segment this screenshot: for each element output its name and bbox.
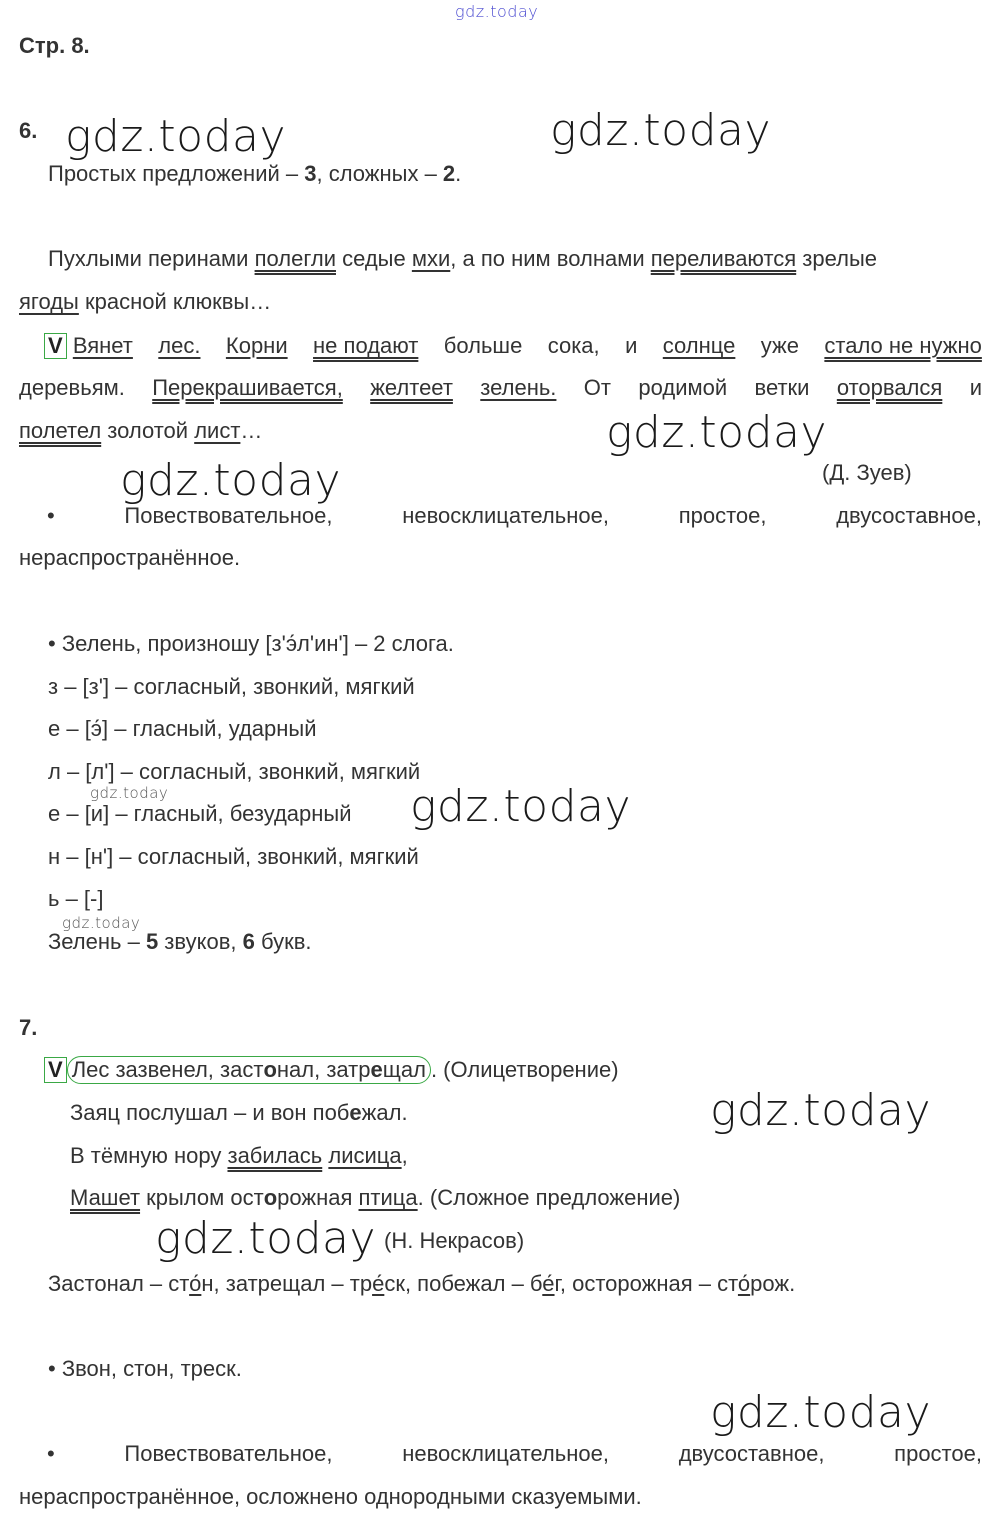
watermark: gdz.today [550, 105, 772, 156]
text: , [401, 1143, 408, 1168]
predicate: Машет [70, 1185, 141, 1210]
text: родимой [638, 375, 728, 400]
text: ветки [754, 375, 810, 400]
task-number: 7. [19, 1015, 38, 1040]
text: больше [443, 333, 523, 358]
sentence-counts [48, 159, 461, 189]
text: деревьям. [19, 375, 125, 400]
predicate: стало не нужно [824, 333, 982, 358]
subject: лист [194, 418, 241, 443]
text: Заяц послушал – и вон поб [70, 1100, 350, 1125]
counts-text: , сложных – [316, 161, 443, 186]
phonetic-row: л – [л'] – согласный, звонкий, мягкий [48, 759, 421, 784]
text: простое, [894, 1441, 982, 1466]
poem-line [70, 1183, 680, 1213]
counts-text: . [455, 161, 462, 186]
watermark: gdz.today [62, 914, 141, 932]
watermark: gdz.today [120, 455, 342, 506]
predicate: желтеет [370, 375, 453, 400]
author: (Д. Зуев) [822, 460, 912, 485]
paragraph-line [48, 244, 877, 274]
bullet: • [47, 503, 55, 528]
watermark: gdz.today [410, 781, 632, 832]
subject: Вянет [72, 333, 133, 358]
text: простое, [678, 503, 767, 528]
text: Повествовательное, [124, 1441, 333, 1466]
text: и [969, 375, 982, 400]
check-mark: V [44, 1057, 67, 1083]
characteristic-line [19, 1439, 982, 1469]
phonetic-row: ь – [-] [48, 886, 104, 911]
predicate: полетел [19, 418, 102, 443]
paragraph-line [19, 373, 982, 403]
text: невосклицательное, [402, 1441, 609, 1466]
text: нал, затр [276, 1057, 371, 1082]
watermark: gdz.today [65, 111, 287, 162]
stress-letter: о [263, 1057, 277, 1082]
text: зрелые [796, 246, 878, 271]
predicate: Перекрашивается, [152, 375, 343, 400]
phonetic-row: з – [з'] – согласный, звонкий, мягкий [48, 674, 415, 699]
watermark: gdz.today [710, 1085, 932, 1136]
characteristic-line: нераспространённое. [19, 545, 241, 570]
poem-line [44, 1055, 619, 1085]
paragraph-line [19, 287, 271, 317]
predicate: полегли [254, 246, 336, 271]
root-vowel: о́ [737, 1271, 751, 1296]
author: (Н. Некрасов) [384, 1228, 525, 1253]
text: Пухлыми перинами [48, 246, 255, 271]
text: невосклицательное, [402, 503, 609, 528]
characteristic-line [19, 501, 982, 531]
counts-text: Простых предложений – [48, 161, 305, 186]
phonetic-row: е – [э́] – гласный, ударный [48, 716, 317, 741]
watermark: gdz.today [90, 784, 169, 802]
subject: лисица [328, 1143, 402, 1168]
sounds-line: • Звон, стон, треск. [48, 1356, 242, 1381]
text: жал. [361, 1100, 408, 1125]
text: красной клюквы… [78, 289, 272, 314]
text: От [583, 375, 611, 400]
text: рож. [750, 1271, 796, 1296]
root-vowel: о́ [189, 1271, 202, 1296]
text: двусоставное, [836, 503, 982, 528]
watermark: gdz.today [710, 1387, 932, 1438]
text: уже [760, 333, 799, 358]
text: , а по ним волнами [450, 246, 651, 271]
text: щал [382, 1057, 426, 1082]
text: золотой [101, 418, 195, 443]
task-number: 6. [19, 118, 38, 143]
phonetic-summary [48, 927, 312, 957]
subject: ягоды [19, 289, 79, 314]
subject: зелень. [480, 375, 557, 400]
text: Повествовательное, [124, 503, 333, 528]
text: В тёмную нору [70, 1143, 228, 1168]
text: букв. [254, 929, 312, 954]
paragraph-line [19, 331, 982, 361]
watermark: gdz.today [606, 407, 828, 458]
phonetic-row: е – [и] – гласный, безударный [48, 801, 352, 826]
stress-letter: е [370, 1057, 383, 1082]
letter-count: 6 [242, 929, 255, 954]
text: н, затрещал – тр [201, 1271, 373, 1296]
root-vowel: е́ [372, 1271, 385, 1296]
text: рожная [277, 1185, 359, 1210]
text: ск, побежал – б [384, 1271, 543, 1296]
characteristic-line: нераспространённое, осложнено однородными сказуемыми. [19, 1484, 642, 1509]
sound-count: 5 [145, 929, 159, 954]
text: двусоставное, [678, 1441, 825, 1466]
subject: мхи [411, 246, 451, 271]
text: сока, [547, 333, 600, 358]
phonetic-intro: • Зелень, произношу [з'э́л'ин'] – 2 слога. [48, 631, 454, 656]
page-label: Стр. 8. [19, 33, 90, 58]
text: звуков, [158, 929, 243, 954]
bullet: • [47, 1441, 55, 1466]
check-mark: V [44, 333, 67, 359]
subject: лес. [158, 333, 201, 358]
text: г, осторожная – ст [554, 1271, 738, 1296]
text: крылом ост [140, 1185, 264, 1210]
poem-line [70, 1098, 408, 1128]
text: … [240, 418, 263, 443]
complex-count: 2 [442, 161, 456, 186]
personification-oval [67, 1056, 431, 1084]
text: . (Олицетворение) [430, 1057, 619, 1082]
stress-letter: о [263, 1185, 278, 1210]
watermark: gdz.today [155, 1213, 377, 1264]
subject: Корни [225, 333, 288, 358]
simple-count: 3 [304, 161, 317, 186]
roots-line [48, 1269, 795, 1299]
text: и [625, 333, 638, 358]
paragraph-line [19, 416, 262, 446]
subject: птица [358, 1185, 418, 1210]
text: Лес зазвенел, заст [71, 1057, 264, 1082]
predicate: переливаются [650, 246, 797, 271]
watermark-top: gdz.today [455, 2, 539, 21]
stress-letter: е [349, 1100, 362, 1125]
root-vowel: е́ [542, 1271, 555, 1296]
text: седые [335, 246, 412, 271]
predicate: оторвался [836, 375, 943, 400]
predicate: забилась [227, 1143, 323, 1168]
phonetic-row: н – [н'] – согласный, звонкий, мягкий [48, 844, 419, 869]
text: . (Сложное предложение) [417, 1185, 681, 1210]
poem-line [70, 1141, 408, 1171]
text: Застонал – ст [48, 1271, 190, 1296]
predicate: не подают [313, 333, 419, 358]
subject: солнце [662, 333, 736, 358]
text: Зелень – [48, 929, 146, 954]
